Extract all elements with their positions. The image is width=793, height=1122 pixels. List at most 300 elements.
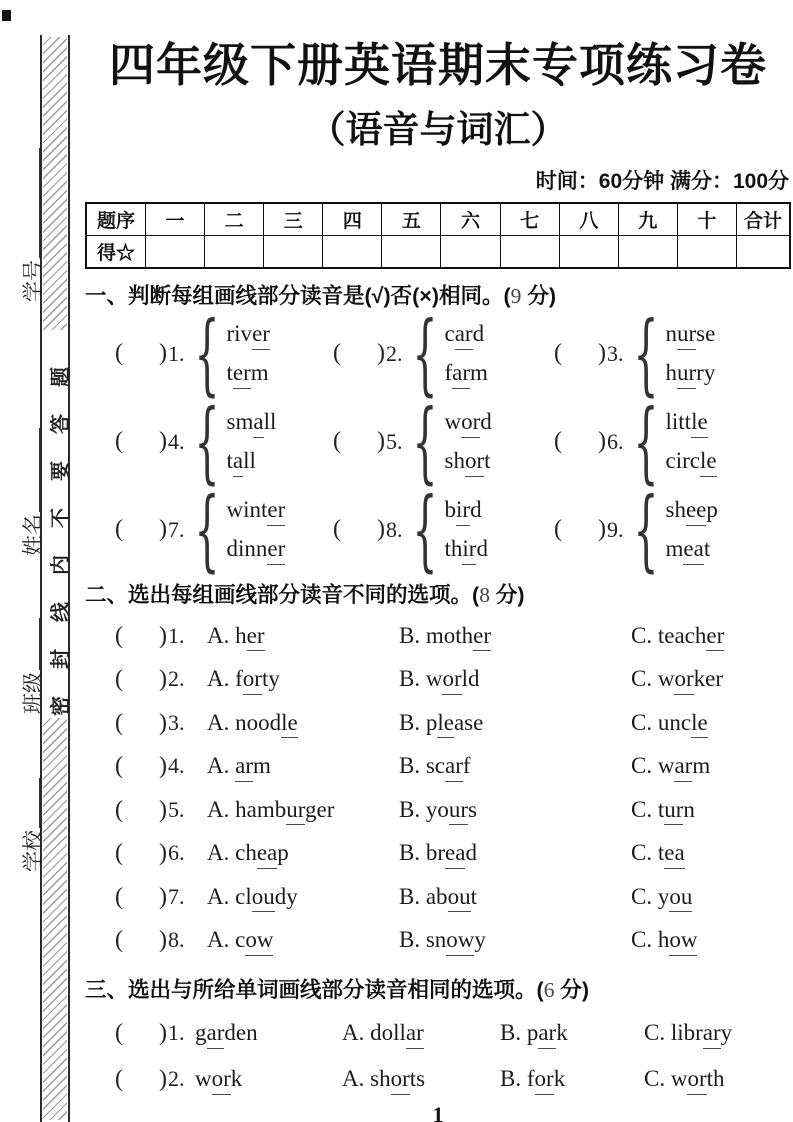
option	[631, 840, 685, 869]
item-number: 4.	[168, 428, 185, 454]
option	[631, 666, 723, 695]
option-tag: B.	[399, 753, 426, 779]
score-row-label: 得☆	[86, 235, 146, 268]
score-table-header-cell: 七	[500, 203, 559, 236]
option-tag: B.	[399, 666, 426, 692]
answer-paren-close: )	[377, 340, 385, 367]
score-table-header-cell: 五	[382, 203, 441, 236]
abc-row	[85, 666, 791, 696]
student-name-field	[14, 428, 47, 556]
underlined-part: ur	[677, 360, 696, 389]
section-heading-text: 二、选出每组画线部分读音不同的选项。	[85, 582, 473, 607]
score-table-header-cell: 二	[205, 203, 264, 236]
pair-item	[554, 301, 791, 405]
underlined-part: er	[706, 623, 724, 652]
answer-paren-close: )	[159, 753, 167, 780]
pair-row	[85, 301, 791, 405]
answer-paren-close: )	[159, 927, 167, 954]
pair-word-top: small	[227, 409, 277, 435]
abc-row	[85, 753, 791, 783]
underlined-part: ur	[449, 797, 468, 826]
option-word: park	[527, 1020, 568, 1049]
option-cell	[399, 753, 631, 779]
pair-word-top: winter	[227, 497, 286, 523]
answer-paren-open: (	[115, 709, 123, 736]
answer-paren-open: (	[115, 840, 123, 867]
answer-paren-open: (	[554, 340, 562, 367]
option-tag: B.	[500, 1020, 527, 1046]
section-heading-text: 一、判断每组画线部分读音是(√)否(×)相同。	[85, 283, 504, 308]
option-tag: A.	[207, 927, 236, 953]
option-cell	[207, 884, 399, 910]
question-sections	[85, 279, 791, 1097]
option-tag: C.	[631, 796, 658, 822]
option-word: world	[426, 666, 480, 695]
option-cell	[631, 753, 791, 779]
option-cell	[207, 840, 399, 866]
pair-item	[333, 389, 554, 493]
score-cell[interactable]	[559, 235, 618, 268]
option-cell	[399, 840, 631, 866]
item-number: 8.	[386, 516, 403, 542]
option	[644, 1066, 725, 1095]
option-word: forty	[235, 666, 280, 695]
option-cell	[399, 884, 631, 910]
answer-slot	[115, 884, 207, 911]
option	[207, 797, 334, 826]
answer-paren-open: (	[554, 516, 562, 543]
score-cell[interactable]	[382, 235, 441, 268]
option-word: shorts	[370, 1066, 425, 1095]
underlined-part: or	[442, 666, 461, 695]
brace-glyph: {	[632, 389, 659, 493]
seal-text: 密封线内不要答题	[50, 340, 72, 716]
score-table-score-row	[86, 235, 790, 268]
option-tag: C.	[631, 622, 658, 648]
option-word: you	[658, 884, 693, 913]
page-subtitle: （语音与词汇）	[308, 108, 568, 150]
option	[399, 623, 491, 652]
option-tag: C.	[631, 883, 658, 909]
item-number: 2.	[168, 666, 185, 692]
option-cell	[631, 840, 791, 866]
pair-word-top: river	[227, 321, 270, 347]
underlined-part: le	[691, 409, 708, 438]
option-word: cheap	[235, 840, 289, 869]
abc-row	[85, 623, 791, 653]
item-number: 7.	[168, 883, 185, 909]
option-word: turn	[658, 797, 695, 826]
answer-slot	[115, 797, 207, 824]
brace-glyph: {	[193, 389, 220, 493]
answer-paren-open: (	[333, 340, 341, 367]
brace-glyph: {	[411, 301, 438, 405]
item-number: 5.	[168, 796, 185, 822]
option-cell	[399, 797, 631, 823]
underlined-part: ea	[257, 840, 277, 869]
underlined-part: le	[700, 448, 717, 477]
school-field	[14, 778, 47, 872]
abc-rows	[85, 623, 791, 958]
underlined-part: ow	[446, 927, 474, 956]
option	[399, 884, 477, 913]
answer-paren-close: )	[159, 709, 167, 736]
option-cell	[644, 1020, 791, 1046]
item-number: 4.	[168, 753, 185, 779]
pair-item	[115, 301, 333, 405]
option	[631, 623, 724, 652]
option-tag: A.	[207, 796, 236, 822]
underlined-part: ea	[664, 840, 684, 869]
pair-word-top: word	[445, 409, 492, 435]
student-id-field	[14, 148, 47, 302]
stem-word-inner: work	[195, 1066, 242, 1095]
underlined-part: or	[687, 1066, 706, 1095]
option-cell	[500, 1066, 644, 1092]
answer-paren-close: )	[159, 796, 167, 823]
section-heading-text: 三、选出与所给单词画线部分读音相同的选项。	[85, 978, 537, 1003]
option-word: hamburger	[235, 797, 334, 826]
pair-item	[115, 389, 333, 493]
stem-cell	[195, 1020, 342, 1046]
option	[207, 666, 280, 695]
school-blank-line[interactable]	[14, 778, 40, 828]
underlined-part: ar	[674, 753, 692, 782]
abc-row	[85, 710, 791, 740]
underlined-part: er	[267, 497, 285, 526]
item-number: 1.	[168, 340, 185, 366]
section-heading-s3	[85, 973, 791, 1004]
item-number: 1.	[168, 1020, 185, 1046]
option-tag: A.	[342, 1066, 371, 1092]
score-cell[interactable]	[441, 235, 500, 268]
answer-paren-open: (	[115, 883, 123, 910]
underlined-part: ur	[677, 321, 696, 350]
option-word: cow	[235, 927, 273, 956]
answer-slot	[115, 927, 207, 954]
answer-slot	[115, 666, 207, 693]
option	[500, 1020, 568, 1049]
option	[631, 927, 697, 956]
underlined-part: er	[473, 623, 491, 652]
stem-cell	[195, 1066, 342, 1092]
option-word: worker	[658, 666, 723, 695]
answer-paren-close: )	[159, 666, 167, 693]
option	[399, 753, 471, 782]
option-cell	[342, 1020, 500, 1046]
option-word: please	[426, 710, 483, 739]
stem-abc-row	[85, 1066, 791, 1096]
section-score-number: 9	[510, 283, 522, 308]
option	[207, 884, 298, 913]
option-tag: B.	[399, 622, 426, 648]
underlined-part: er	[233, 360, 251, 389]
score-cell[interactable]	[323, 235, 382, 268]
score-cell[interactable]	[146, 235, 205, 268]
option	[399, 710, 483, 739]
option-cell	[207, 927, 399, 953]
underlined-part: er	[247, 623, 265, 652]
answer-paren-close: )	[159, 883, 167, 910]
option-word: about	[426, 884, 477, 913]
pair-word-bottom: third	[445, 536, 488, 562]
pair-item	[333, 301, 554, 405]
option-word: teacher	[658, 623, 724, 652]
pair-words	[227, 409, 277, 474]
option	[500, 1066, 565, 1095]
brace-glyph: {	[193, 301, 220, 405]
school-label: 学校	[21, 830, 46, 872]
option-cell	[399, 623, 631, 649]
option-word: yours	[426, 797, 477, 826]
underlined-part: or	[461, 409, 480, 438]
underlined-part: ar	[406, 1020, 424, 1049]
brace-glyph: {	[632, 301, 659, 405]
option-tag: C.	[631, 666, 658, 692]
option	[207, 927, 273, 956]
answer-slot	[115, 1020, 195, 1047]
underlined-part: or	[674, 666, 693, 695]
answer-paren-open: (	[115, 1020, 123, 1047]
pair-word-bottom: dinner	[227, 536, 286, 562]
underlined-part: le	[281, 710, 298, 739]
underlined-part: ow	[669, 927, 697, 956]
answer-paren-close: )	[598, 516, 606, 543]
option-cell	[631, 797, 791, 823]
option-tag: A.	[207, 666, 236, 692]
class-blank-line[interactable]	[14, 618, 40, 670]
option-word: scarf	[426, 753, 471, 782]
underlined-part: a	[233, 448, 243, 477]
option-cell	[399, 927, 631, 953]
score-table-header-cell: 十	[677, 203, 736, 236]
section-score: (8 分)	[472, 582, 525, 607]
abc-row	[85, 927, 791, 957]
underlined-part: ar	[445, 753, 463, 782]
time-score-info: 时间：60分钟 满分：100分	[535, 169, 789, 193]
section-score: (9 分)	[503, 283, 557, 308]
student-name-blank-line[interactable]	[14, 428, 40, 512]
score-cell[interactable]	[618, 235, 677, 268]
answer-paren-close: )	[598, 340, 606, 367]
score-table-header-cell: 一	[146, 203, 205, 236]
score-cell[interactable]	[737, 235, 791, 268]
option-word: library	[671, 1020, 732, 1049]
item-number: 6.	[607, 428, 624, 454]
pair-word-top: sheep	[666, 497, 718, 523]
option	[399, 840, 477, 869]
pair-words	[666, 321, 716, 386]
underlined-part: ou	[252, 884, 275, 913]
underlined-part: le	[691, 710, 708, 739]
underlined-part: ow	[245, 927, 273, 956]
option-tag: A.	[207, 753, 236, 779]
option-tag: C.	[631, 840, 658, 866]
student-id-label: 学号	[21, 260, 46, 302]
student-id-blank-line[interactable]	[14, 148, 40, 258]
scan-artifact	[2, 10, 11, 21]
underlined-part: a	[253, 409, 263, 438]
pair-word-bottom: meat	[666, 536, 718, 562]
option-tag: B.	[500, 1066, 527, 1092]
option-tag: C.	[631, 709, 658, 735]
underlined-part: ou	[448, 884, 471, 913]
pair-item	[554, 477, 791, 581]
section-heading-s2	[85, 578, 791, 609]
stem-word	[195, 1020, 258, 1049]
answer-paren-close: )	[159, 1066, 167, 1093]
underlined-part: ou	[669, 884, 692, 913]
option-word: snowy	[426, 927, 486, 956]
stem-word	[195, 1066, 242, 1095]
option-cell	[207, 797, 399, 823]
pair-word-bottom: term	[227, 360, 270, 386]
answer-slot	[115, 623, 207, 650]
option-cell	[631, 666, 791, 692]
score-table-header-cell: 六	[441, 203, 500, 236]
answer-paren-open: (	[115, 753, 123, 780]
pair-word-bottom: short	[445, 448, 492, 474]
pair-word-bottom: tall	[227, 448, 277, 474]
answer-paren-open: (	[333, 516, 341, 543]
option-tag: A.	[207, 840, 236, 866]
stem-abc-rows	[85, 1020, 791, 1096]
answer-paren-close: )	[377, 516, 385, 543]
option	[631, 753, 710, 782]
pair-words	[227, 497, 286, 562]
pair-item	[554, 389, 791, 493]
answer-slot	[115, 840, 207, 867]
answer-slot	[115, 710, 207, 737]
option-cell	[207, 623, 399, 649]
option-tag: A.	[207, 709, 236, 735]
underlined-part: ar	[703, 1020, 721, 1049]
score-table-header-cell: 八	[559, 203, 618, 236]
score-cell[interactable]	[677, 235, 736, 268]
underlined-part: ar	[452, 360, 470, 389]
option-word: uncle	[658, 710, 708, 739]
option-tag: B.	[399, 709, 426, 735]
answer-paren-open: (	[115, 428, 123, 455]
abc-row	[85, 840, 791, 870]
underlined-part: ir	[462, 536, 476, 565]
brace-glyph: {	[193, 477, 220, 581]
underlined-part: or	[535, 1066, 554, 1095]
score-table-header-cell: 三	[264, 203, 323, 236]
exam-content	[85, 0, 791, 1122]
underlined-part: er	[267, 536, 285, 565]
score-table-header-row	[86, 203, 790, 236]
answer-paren-close: )	[159, 1020, 167, 1047]
pair-word-top: card	[445, 321, 488, 347]
score-table-header-cell: 题序	[86, 203, 146, 236]
option-tag: C.	[644, 1066, 671, 1092]
score-cell[interactable]	[264, 235, 323, 268]
pair-word-bottom: circle	[666, 448, 717, 474]
pair-word-bottom: hurry	[666, 360, 716, 386]
option	[399, 927, 486, 956]
option-cell	[631, 710, 791, 736]
option	[631, 797, 695, 826]
option-tag: B.	[399, 883, 426, 909]
answer-paren-close: )	[159, 516, 167, 543]
item-number: 2.	[168, 1066, 185, 1092]
student-name-label: 姓名	[21, 514, 46, 556]
underlined-part: ea	[445, 840, 465, 869]
option-word: how	[658, 927, 698, 956]
item-number: 7.	[168, 516, 185, 542]
score-cell[interactable]	[500, 235, 559, 268]
option-tag: A.	[207, 883, 236, 909]
answer-paren-close: )	[377, 428, 385, 455]
option-tag: C.	[631, 753, 658, 779]
option-tag: A.	[342, 1020, 371, 1046]
brace-glyph: {	[411, 389, 438, 493]
answer-paren-close: )	[159, 622, 167, 649]
page-title: 四年级下册英语期末专项练习卷	[109, 39, 767, 91]
underlined-part: or	[391, 1066, 410, 1095]
option-cell	[631, 927, 791, 953]
section-score: (6 分)	[536, 978, 590, 1003]
option-cell	[644, 1066, 791, 1092]
class-label: 班级	[21, 672, 46, 714]
answer-paren-open: (	[115, 340, 123, 367]
option-tag: C.	[644, 1020, 671, 1046]
option	[207, 753, 271, 782]
option-cell	[207, 753, 399, 779]
option	[644, 1020, 732, 1049]
option-word: warm	[658, 753, 710, 782]
answer-paren-open: (	[115, 666, 123, 693]
option-word: bread	[426, 840, 477, 869]
score-cell[interactable]	[205, 235, 264, 268]
abc-row	[85, 884, 791, 914]
item-number: 5.	[386, 428, 403, 454]
pair-words	[666, 409, 717, 474]
option	[631, 710, 708, 739]
answer-paren-open: (	[115, 622, 123, 649]
option-word: worth	[671, 1066, 725, 1095]
answer-paren-open: (	[115, 796, 123, 823]
pair-words	[666, 497, 718, 562]
pair-row	[85, 389, 791, 493]
option	[399, 666, 480, 695]
option-cell	[207, 666, 399, 692]
abc-row	[85, 797, 791, 827]
pair-word-top: little	[666, 409, 717, 435]
option-word: noodle	[235, 710, 298, 739]
underlined-part: ur	[286, 797, 305, 826]
pair-row	[85, 477, 791, 581]
underlined-part: ee	[686, 497, 706, 526]
answer-paren-open: (	[115, 1066, 123, 1093]
brace-glyph: {	[411, 477, 438, 581]
stem-word-inner: garden	[195, 1020, 258, 1049]
score-table-header-cell: 九	[618, 203, 677, 236]
underlined-part: or	[212, 1066, 231, 1095]
item-number: 1.	[168, 622, 185, 648]
pair-item	[333, 477, 554, 581]
score-table-header-cell: 合计	[737, 203, 791, 236]
pair-words	[445, 409, 492, 474]
item-number: 9.	[607, 516, 624, 542]
option-word: her	[235, 623, 264, 652]
pair-word-bottom: farm	[445, 360, 488, 386]
option-cell	[631, 884, 791, 910]
underlined-part: or	[243, 666, 262, 695]
option-tag: B.	[399, 796, 426, 822]
section-score-number: 8	[479, 582, 490, 607]
